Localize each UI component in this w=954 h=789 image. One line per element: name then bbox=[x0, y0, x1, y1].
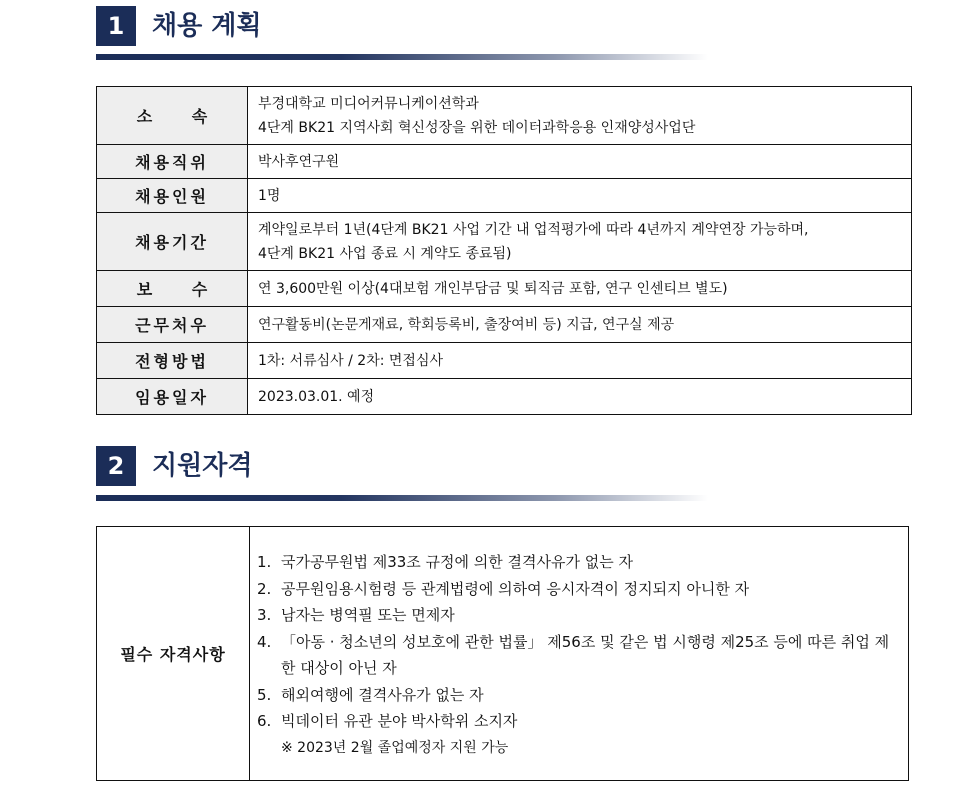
item-number: 1. bbox=[257, 553, 272, 571]
section-number-badge: 2 bbox=[96, 446, 136, 486]
row-label: 채용기간 bbox=[97, 213, 248, 271]
row-value bbox=[248, 87, 912, 145]
row-value bbox=[248, 145, 912, 179]
list-item bbox=[257, 682, 900, 709]
gradient-divider bbox=[96, 495, 708, 501]
item-text: 국가공무원법 제33조 규정에 의한 결격사유가 없는 자 bbox=[281, 553, 633, 571]
row-label: 보 수 bbox=[97, 271, 248, 307]
list-item bbox=[257, 629, 900, 682]
section-title: 지원자격 bbox=[152, 451, 253, 481]
list-item bbox=[257, 576, 900, 603]
value-line: 부경대학교 미디어커뮤니케이션학과 bbox=[258, 95, 479, 112]
row-label: 근무처우 bbox=[97, 307, 248, 343]
row-label: 채용직위 bbox=[97, 145, 248, 179]
item-number: 4. bbox=[257, 632, 272, 651]
row-label: 임용일자 bbox=[97, 379, 248, 415]
section-title: 채용 계획 bbox=[152, 11, 262, 41]
gradient-divider bbox=[96, 54, 708, 60]
value-line: 4단계 BK21 사업 종료 시 계약도 종료됨) bbox=[258, 245, 512, 262]
list-item bbox=[257, 549, 900, 576]
value-line: 박사후연구원 bbox=[258, 153, 340, 170]
qualifications-label: 필수 자격사항 bbox=[97, 527, 250, 780]
section-number-badge: 1 bbox=[96, 6, 136, 46]
row-value bbox=[248, 271, 912, 307]
item-number: 5. bbox=[257, 685, 272, 704]
value-line: 1명 bbox=[258, 187, 281, 204]
value-line: 4단계 BK21 지역사회 혁신성장을 위한 데이터과학응용 인재양성사업단 bbox=[258, 119, 696, 136]
row-label: 전형방법 bbox=[97, 343, 248, 379]
table-row bbox=[97, 343, 912, 379]
list-item bbox=[257, 708, 900, 735]
list-item bbox=[257, 602, 900, 629]
recruitment-plan-table bbox=[96, 86, 912, 415]
row-value bbox=[248, 307, 912, 343]
row-label: 소 속 bbox=[97, 87, 248, 145]
table-row bbox=[97, 145, 912, 179]
value-line: 계약일로부터 1년(4단계 BK21 사업 기간 내 업적평가에 따라 4년까지 계약연장 가능하며, bbox=[258, 221, 809, 238]
value-line: 연 3,600만원 이상(4대보험 개인부담금 및 퇴직금 포함, 연구 인센티브 별도) bbox=[258, 280, 728, 297]
item-number: 6. bbox=[257, 712, 272, 730]
value-line: 1차: 서류심사 / 2차: 면접심사 bbox=[258, 352, 444, 369]
item-text: 남자는 병역필 또는 면제자 bbox=[281, 606, 455, 624]
qualifications-list bbox=[250, 527, 908, 780]
table-row bbox=[97, 213, 912, 271]
item-number: 3. bbox=[257, 606, 272, 624]
table-row bbox=[97, 271, 912, 307]
row-value bbox=[248, 179, 912, 213]
row-label: 채용인원 bbox=[97, 179, 248, 213]
item-text: 해외여행에 결격사유가 없는 자 bbox=[281, 685, 484, 704]
value-line: 2023.03.01. 예정 bbox=[258, 388, 375, 405]
qualifications-table bbox=[96, 526, 909, 781]
row-value bbox=[248, 343, 912, 379]
table-row bbox=[97, 307, 912, 343]
item-text: 빅데이터 유관 분야 박사학위 소지자 bbox=[281, 712, 518, 730]
row-value bbox=[248, 379, 912, 415]
item-number: 2. bbox=[257, 579, 272, 598]
item-text: 「아동 · 청소년의 성보호에 관한 법률」 제56조 및 같은 법 시행령 제25조 등에 따른 취업 제한 대상이 아닌 자 bbox=[281, 632, 890, 677]
graduation-note: ※ 2023년 2월 졸업예정자 지원 가능 bbox=[281, 739, 509, 756]
value-line: 연구활동비(논문게재료, 학회등록비, 출장여비 등) 지급, 연구실 제공 bbox=[258, 316, 675, 333]
table-row bbox=[97, 379, 912, 415]
table-row bbox=[97, 87, 912, 145]
item-text: 공무원임용시험령 등 관계법령에 의하여 응시자격이 정지되지 아니한 자 bbox=[281, 579, 750, 598]
table-row bbox=[97, 179, 912, 213]
row-value bbox=[248, 213, 912, 271]
